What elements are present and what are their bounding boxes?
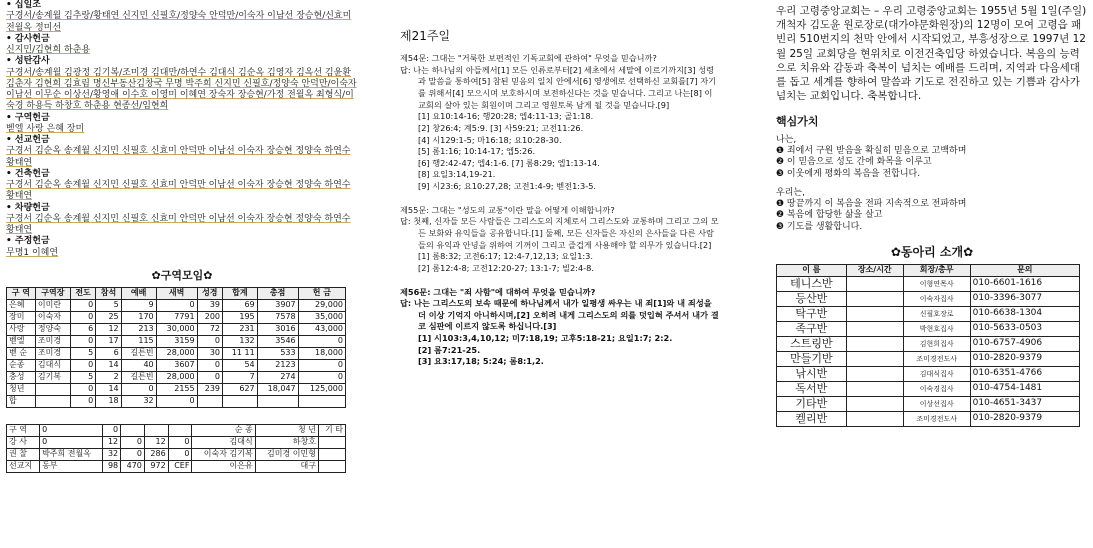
table-cell: 등산반	[777, 291, 847, 306]
answer-55: 답: 첫째, 신자들 모든 사람들은 그리스도의 지체로서 그리스도와 교통하며 그리고 그의 모든 보화와 유익들을 공유합니다.[1] 둘째, 모든 신자들은 자신의 은사들을 다른 사람들의 유익과 안녕을 위하여 기꺼이 그리고 즐겁게 사용해야 할 의무가 있습니다.[2]	[400, 216, 719, 250]
table-cell: 0	[197, 371, 222, 383]
table-cell: 이숙경집사	[903, 381, 970, 396]
table-cell: 627	[223, 383, 258, 395]
table-cell: 2155	[156, 383, 197, 395]
district-lower-row	[7, 424, 346, 436]
table-cell: 231	[223, 323, 258, 335]
table-cell: 69	[223, 299, 258, 311]
table-cell	[35, 395, 70, 407]
table-cell	[144, 424, 168, 436]
table-cell	[846, 321, 903, 336]
table-cell: 6	[70, 323, 95, 335]
table-cell	[257, 395, 298, 407]
table-cell: 박현호집사	[903, 321, 970, 336]
table-cell: 972	[144, 460, 168, 472]
club-row	[777, 321, 1080, 336]
club-row	[777, 411, 1080, 426]
table-cell: 39	[197, 299, 222, 311]
table-cell: 0	[298, 359, 345, 371]
offering-sections	[6, 0, 358, 259]
offering-section-names: 구경서/송계월 김추랑/황태연 신지민 신필호/정양숙 안덕만/이숙자 이남선 장승현/신효미 전월옥 정미선	[6, 11, 352, 33]
question-55: 제55문: 그대는 "성도의 교통"이란 말을 어떻게 이해합니까?	[400, 204, 615, 215]
table-cell: 김현희집사	[903, 336, 970, 351]
table-cell: 테니스반	[777, 276, 847, 291]
table-header-cell: 헌 금	[298, 287, 345, 299]
table-cell: 김대식	[35, 359, 70, 371]
table-cell	[846, 381, 903, 396]
church-info-column	[776, 0, 1088, 427]
table-cell: 0	[121, 436, 145, 448]
table-cell: 0	[70, 299, 95, 311]
table-cell: 533	[257, 347, 298, 359]
table-cell	[318, 460, 345, 472]
table-header-cell: 예배	[121, 287, 156, 299]
question-54: 제54문: 그대는 "거룩한 보편적인 기독교회에 관하여" 무엇을 믿습니까?	[400, 53, 657, 64]
core-me-list	[776, 146, 1088, 180]
core-value-item: ❷ 복음에 합당한 삶을 살고	[776, 210, 883, 221]
table-cell: 25	[96, 311, 121, 323]
table-cell: 30	[197, 347, 222, 359]
table-cell: 조미경전도사	[903, 351, 970, 366]
offering-section-names: 구경서 김순옥 송계월 신지민 신필호 신효미 안덕만 이남선 이숙자 장승현 정양숙 하연수 황태연	[6, 146, 351, 168]
table-cell	[35, 383, 70, 395]
table-header-cell: 전도	[70, 287, 95, 299]
answer-54: 답: 나는 하나님의 아들께서[1] 모든 인류로부터[2] 세초에서 세말에 이르기까지[3] 성령과 말씀을 통하여[5] 참된 믿음의 일치 안에서[6] 영생에로 선택하신 교회를[7] 자기를 위해서[4] 모으시며 보호하시며 보전하신다는 것을 믿습니다. 그리고 나는[8] 이 교회의 살아 있는 회원이며 그리고 영원토록 남게 될 것을 믿습니다.[9]	[400, 64, 717, 110]
table-cell: 0	[40, 424, 103, 436]
table-cell: 35,000	[298, 311, 345, 323]
offering-section-names: 무명1 이혜연	[6, 247, 59, 258]
table-cell: 0	[70, 335, 95, 347]
table-cell: 18	[96, 395, 121, 407]
table-cell: 독서반	[777, 381, 847, 396]
table-cell: 239	[197, 383, 222, 395]
offering-section-names: 구경서 김순옥 송계월 신지민 신필호 신효미 안덕만 이남선 이숙자 장승현 정양숙 하연수 황태연	[6, 213, 351, 235]
club-row	[777, 276, 1080, 291]
refs-56	[400, 333, 720, 368]
table-cell: 하창호	[255, 436, 318, 448]
catechism-column	[400, 0, 720, 368]
refs-54	[400, 111, 720, 192]
table-cell: 이상선집사	[903, 396, 970, 411]
table-cell: 132	[223, 335, 258, 347]
table-cell: 9	[121, 299, 156, 311]
table-cell: 길튼빈	[121, 347, 156, 359]
district-row	[7, 371, 346, 383]
table-cell: 이형연목사	[903, 276, 970, 291]
offering-section-names: 신지민/김현희 하춘용	[6, 45, 91, 55]
answer-56: 답: 나는 그리스도의 보속 때문에 하나님께서 내가 일평생 싸우는 내 죄[1]와 내 죄성을 더 이상 기억지 아니하시며,[2] 오히려 내게 그리스도의 의를 덧입혀 주셔서 내가 결코 심판에 이르지 않도록 하십니다.[3]	[400, 298, 719, 332]
scripture-reference: [9] 시23:6; 요10:27,28; 고전1:4-9; 벧전1:3-5.	[418, 181, 597, 192]
offering-section-title: • 차량헌금	[6, 203, 358, 214]
table-cell: 0	[168, 436, 192, 448]
table-cell: 18,000	[298, 347, 345, 359]
table-cell: 54	[223, 359, 258, 371]
table-cell: 010-6638-1304	[970, 306, 1079, 321]
table-cell: 만들기반	[777, 351, 847, 366]
offering-section-title: • 구역헌금	[6, 113, 358, 124]
table-cell: 010-6601-1616	[970, 276, 1079, 291]
offering-section-title: • 주정헌금	[6, 236, 358, 247]
table-cell	[846, 366, 903, 381]
table-cell: 조미경	[35, 347, 70, 359]
table-header-cell: 총점	[257, 287, 298, 299]
table-cell: 72	[197, 323, 222, 335]
district-row	[7, 299, 346, 311]
table-cell: 28,000	[156, 347, 197, 359]
table-cell: 김대식	[192, 436, 255, 448]
core-values	[776, 135, 1088, 233]
core-value-item: ❸ 이웃에게 평화의 복음을 전합니다.	[776, 168, 921, 179]
offering-section-title: • 성탄감사	[6, 56, 358, 67]
district-row	[7, 323, 346, 335]
scripture-reference: [8] 요일3:14,19-21.	[418, 169, 496, 180]
table-cell	[197, 395, 222, 407]
table-cell: 이미란	[35, 299, 70, 311]
table-cell	[318, 448, 345, 460]
core-value-item: ❸ 기도를 생활합니다.	[776, 221, 863, 232]
table-cell: 40	[121, 359, 156, 371]
scripture-reference: [3] 요3:17,18; 5:24; 롬8:1,2.	[418, 356, 544, 367]
scripture-reference: [4] 시129:1-5; 마16:18; 요10:28-30.	[418, 134, 562, 145]
core-me-label: 나는,	[776, 134, 797, 145]
table-cell: 470	[121, 460, 145, 472]
table-header-cell: 참석	[96, 287, 121, 299]
district-title: ✿구역모임✿	[151, 268, 213, 282]
table-cell: 신필호장로	[903, 306, 970, 321]
table-cell: 7	[223, 371, 258, 383]
table-cell: 0	[103, 424, 121, 436]
table-cell: 18,047	[257, 383, 298, 395]
table-cell: 3016	[257, 323, 298, 335]
table-cell: 0	[168, 448, 192, 460]
table-cell: 0	[70, 311, 95, 323]
table-cell: 0	[70, 395, 95, 407]
table-cell: 286	[144, 448, 168, 460]
table-cell: 170	[121, 311, 156, 323]
district-row	[7, 359, 346, 371]
offering-section-names: 벧엘 사랑 은혜 장미	[6, 123, 85, 134]
table-cell: 010-3396-3077	[970, 291, 1079, 306]
table-cell	[846, 276, 903, 291]
core-values-title: 핵심가치	[776, 115, 819, 129]
table-cell: 탁구반	[777, 306, 847, 321]
table-cell: 43,000	[298, 323, 345, 335]
table-cell: 스트링반	[777, 336, 847, 351]
table-cell: 충성	[7, 371, 36, 383]
core-value-item: ❶ 땅끝까지 이 복음을 전파 지속적으로 전파하며	[776, 199, 967, 210]
table-cell: 12	[103, 436, 121, 448]
table-cell: 14	[96, 359, 121, 371]
club-row	[777, 291, 1080, 306]
table-cell: 5	[96, 299, 121, 311]
table-cell: 은혜	[7, 299, 36, 311]
table-cell: 0	[121, 383, 156, 395]
table-cell: 010-5633-0503	[970, 321, 1079, 336]
core-we-list	[776, 199, 1088, 233]
table-header-cell: 구 역	[7, 287, 36, 299]
table-cell: CEF	[168, 460, 192, 472]
club-table	[776, 264, 1080, 427]
table-cell: 274	[257, 371, 298, 383]
district-row	[7, 311, 346, 323]
table-cell: 6	[96, 347, 121, 359]
table-header-cell: 장소/시간	[846, 264, 903, 276]
table-cell: 강 사	[7, 436, 40, 448]
table-cell: 김기복	[35, 371, 70, 383]
table-cell: 0	[70, 383, 95, 395]
table-cell: 권 찰	[7, 448, 40, 460]
table-cell	[121, 424, 145, 436]
table-cell: 정양숙	[35, 323, 70, 335]
table-cell: 14	[96, 383, 121, 395]
table-cell: 이숙자	[35, 311, 70, 323]
scripture-reference: [1] 시103:3,4,10,12; 미7:18,19; 고후5:18-21; 요일1:7; 2:2.	[418, 333, 673, 344]
table-cell: 0	[40, 436, 103, 448]
table-cell: 213	[121, 323, 156, 335]
district-lower-table	[6, 424, 346, 473]
table-cell: 벧엘	[7, 335, 36, 347]
club-row	[777, 381, 1080, 396]
table-cell: 조미경	[35, 335, 70, 347]
table-cell: 순종	[7, 359, 36, 371]
table-header-cell: 합계	[223, 287, 258, 299]
table-cell: 기 타	[318, 424, 345, 436]
table-header-cell: 문의	[970, 264, 1079, 276]
offering-section-names: 구경서 김순옥 송계월 신지민 신필호 신효미 안덕만 이남선 이숙자 장승현 정양숙 하연수 황태연	[6, 180, 351, 202]
district-row	[7, 395, 346, 407]
table-cell: 3159	[156, 335, 197, 347]
offering-section-names: 구경서/송계월 김광정 김기복/조미경 김대만/하연수 김대식 김순옥 김영자 김옥선 김윤환 김춘자 김현희 김효림 명신부동산김창국 무명 박주희 신지민 신필호/정양숙 안덕만/이숙자 이남선 이무순 이상선/황영애 이수호 이영미 이혜연 장숙자 장승현/가정 전월옥 최형식/이숙경 하용득 하창호 하춘용 현종선/임현희	[6, 67, 357, 112]
table-cell: 11 11	[223, 347, 258, 359]
table-header-row	[777, 264, 1080, 276]
district-row	[7, 383, 346, 395]
table-cell: 2123	[257, 359, 298, 371]
offering-column	[6, 0, 358, 473]
table-cell: 29,000	[298, 299, 345, 311]
table-cell: 30,000	[156, 323, 197, 335]
table-cell: 대구	[255, 460, 318, 472]
church-intro: 우리 고령중앙교회는 – 우리 고령중앙교회는 1955년 5월 1일(주일) 개척자 김도윤 원로장로(대가야문화원장)의 12명이 모여 고령읍 패빈리 510번지의 천막 안에서 시작되었고, 부흥성장으로 1997년 12월 25일 교회당을 현위치로 이전건축입당 하였습니다. 복음의 능력으로 치유와 감동과 축복이 넘치는 예배를 드리며, 지역과 다음세대를 돕고 세계를 향하여 말씀과 기도로 전진하고 있는 기쁨과 감사가 넘치는 교회입니다. 축복합니다.	[776, 5, 1087, 103]
table-cell: 0	[70, 359, 95, 371]
table-header-row	[7, 287, 346, 299]
offering-section-title: • 감사헌금	[6, 34, 358, 45]
table-cell: 김미경 이민형	[255, 448, 318, 460]
table-cell: 010-4651-3437	[970, 396, 1079, 411]
table-cell: 켈리반	[777, 411, 847, 426]
club-row	[777, 366, 1080, 381]
club-row	[777, 306, 1080, 321]
scripture-reference: [2] 롬12:4-8; 고전12:20-27; 13:1-7; 빌2:4-8.	[418, 262, 594, 273]
table-cell	[223, 395, 258, 407]
table-cell: 195	[223, 311, 258, 323]
offering-section-title: • 건축헌금	[6, 169, 358, 180]
table-cell: 김대식집사	[903, 366, 970, 381]
scripture-reference: [6] 행2:42-47; 엡4:1-6. [7] 롬8:29; 엡1:13-14.	[418, 157, 600, 168]
table-cell: 0	[298, 371, 345, 383]
table-cell: 0	[121, 448, 145, 460]
scripture-reference: [5] 롬1:16; 10:14-17; 엡5:26.	[418, 146, 536, 157]
table-cell: 010-2820-9379	[970, 411, 1079, 426]
table-cell: 합	[7, 395, 36, 407]
club-row	[777, 336, 1080, 351]
table-cell: 115	[121, 335, 156, 347]
offering-section-title: • 선교헌금	[6, 135, 358, 146]
core-value-item: ❷ 이 믿음으로 성도 간에 화목을 이루고	[776, 157, 932, 168]
district-row	[7, 347, 346, 359]
core-we-label: 우리는,	[776, 187, 805, 198]
table-cell: 12	[96, 323, 121, 335]
scripture-reference: [1] 롬8:32; 고전6:17; 12:4-7,12,13; 요일1:3.	[418, 251, 593, 262]
table-cell: 기타반	[777, 396, 847, 411]
table-cell: 5	[70, 371, 95, 383]
table-cell: 200	[197, 311, 222, 323]
district-lower-row	[7, 448, 346, 460]
table-header-cell: 이 름	[777, 264, 847, 276]
table-cell: 32	[121, 395, 156, 407]
table-cell: 청 년	[255, 424, 318, 436]
table-cell: 동부	[40, 460, 103, 472]
table-cell: 벧 순	[7, 347, 36, 359]
table-cell: 순 종	[192, 424, 255, 436]
scripture-reference: [2] 롬7:21-25.	[418, 344, 481, 355]
table-cell: 구 역	[7, 424, 40, 436]
table-cell: 5	[70, 347, 95, 359]
table-cell: 선교지	[7, 460, 40, 472]
table-cell: 0	[197, 335, 222, 347]
table-cell: 길튼빈	[121, 371, 156, 383]
table-cell	[318, 436, 345, 448]
club-row	[777, 351, 1080, 366]
table-cell: 12	[144, 436, 168, 448]
table-cell: 청년	[7, 383, 36, 395]
table-header-cell: 새벽	[156, 287, 197, 299]
offering-section-title: • 십일조	[6, 0, 358, 11]
district-lower-row	[7, 460, 346, 472]
table-cell: 010-4754-1481	[970, 381, 1079, 396]
table-cell: 0	[156, 299, 197, 311]
table-cell: 3907	[257, 299, 298, 311]
table-header-cell: 성경	[197, 287, 222, 299]
scripture-reference: [2] 창26:4; 계5:9. [3] 사59:21; 고전11:26.	[418, 122, 584, 133]
club-title: ✿동아리 소개✿	[890, 244, 974, 259]
table-cell: 장미	[7, 311, 36, 323]
table-cell: 3546	[257, 335, 298, 347]
refs-55	[400, 251, 720, 274]
table-cell: 010-6757-4906	[970, 336, 1079, 351]
table-cell: 낚시반	[777, 366, 847, 381]
table-cell: 족구반	[777, 321, 847, 336]
table-cell	[298, 395, 345, 407]
table-cell: 125,000	[298, 383, 345, 395]
table-cell: 0	[197, 359, 222, 371]
table-cell	[846, 306, 903, 321]
district-lower-row	[7, 436, 346, 448]
table-cell: 0	[156, 395, 197, 407]
week-title: 제21주일	[400, 29, 451, 43]
district-row	[7, 335, 346, 347]
table-cell: 조미경전도사	[903, 411, 970, 426]
table-cell: 이숙자집사	[903, 291, 970, 306]
table-cell: 28,000	[156, 371, 197, 383]
table-cell: 0	[298, 335, 345, 347]
table-cell: 3607	[156, 359, 197, 371]
table-cell: 2	[96, 371, 121, 383]
table-cell	[846, 291, 903, 306]
club-row	[777, 396, 1080, 411]
table-cell: 7578	[257, 311, 298, 323]
table-cell: 98	[103, 460, 121, 472]
table-cell: 010-6351-4766	[970, 366, 1079, 381]
table-cell	[846, 336, 903, 351]
core-value-item: ❶ 죄에서 구원 받음을 확실히 믿음으로 고백하며	[776, 146, 967, 157]
table-cell: 이숙자 김기복	[192, 448, 255, 460]
table-cell	[846, 396, 903, 411]
table-cell: 010-2820-9379	[970, 351, 1079, 366]
table-header-cell: 구역장	[35, 287, 70, 299]
table-cell: 32	[103, 448, 121, 460]
table-cell: 사랑	[7, 323, 36, 335]
question-56: 제56문: 그대는 "죄 사함"에 대하여 무엇을 믿습니까?	[400, 286, 596, 297]
table-cell: 7791	[156, 311, 197, 323]
table-header-cell: 회장/총무	[903, 264, 970, 276]
table-cell	[846, 351, 903, 366]
scripture-reference: [1] 요10:14-16; 행20:28; 엡4:11-13; 골1:18.	[418, 111, 594, 122]
table-cell: 17	[96, 335, 121, 347]
table-cell	[846, 411, 903, 426]
table-cell: 이은유	[192, 460, 255, 472]
table-cell: 박주희 전월옥	[40, 448, 103, 460]
table-cell	[168, 424, 192, 436]
district-table	[6, 287, 346, 408]
